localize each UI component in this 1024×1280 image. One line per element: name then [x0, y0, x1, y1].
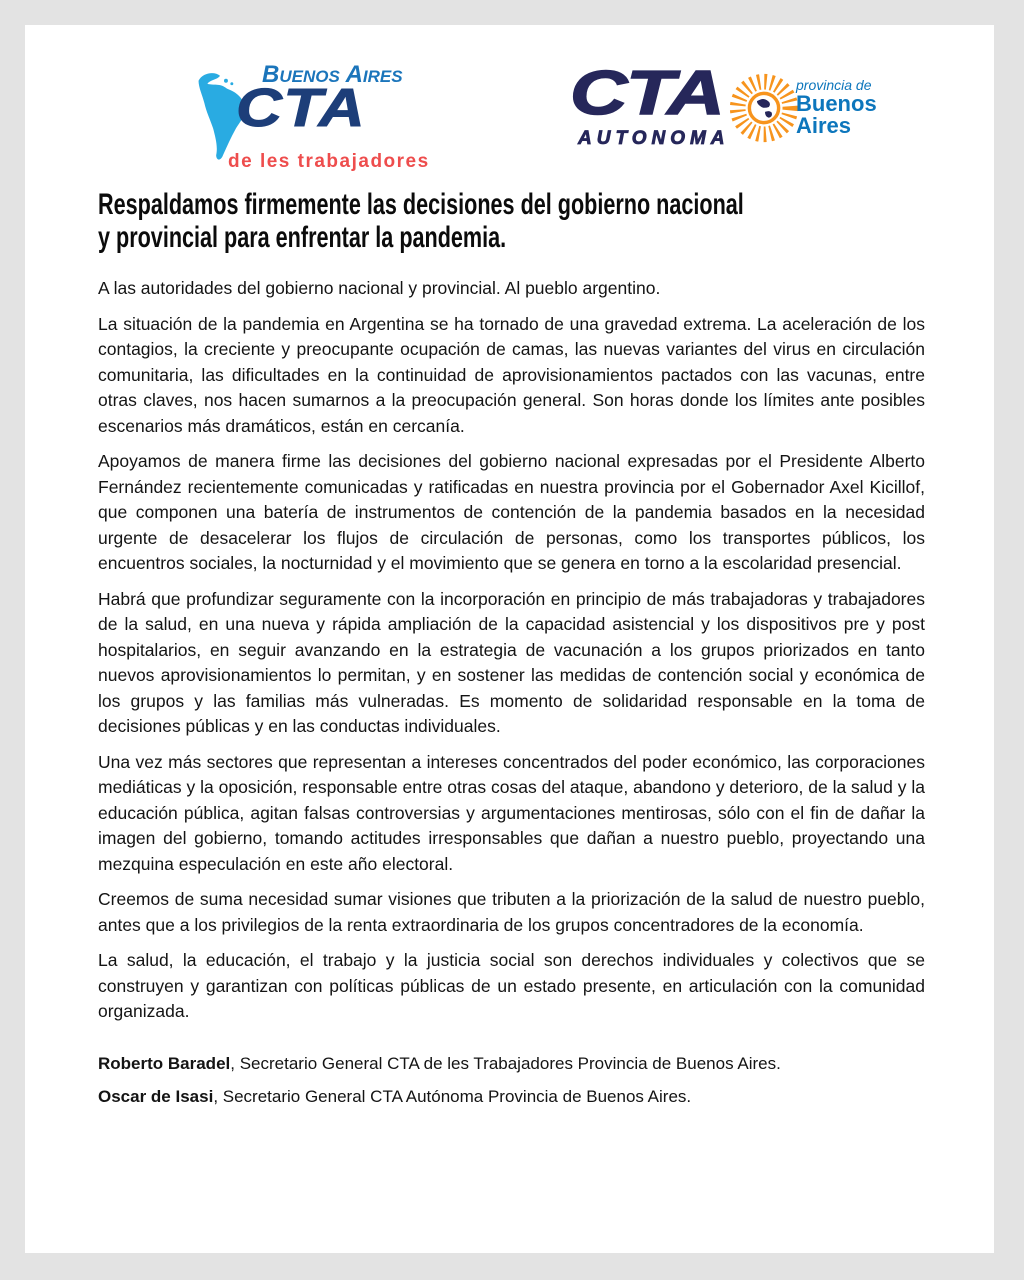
header	[25, 25, 994, 188]
logo-left-acronym: CTA	[236, 78, 366, 138]
logo-cta-trabajadores	[190, 61, 450, 183]
paragraph-5: Creemos de suma necesidad sumar visiones que tributen a la priorización de la salud de nuestro pueblo, antes que a los privilegios de la renta extraordinaria de los grupos concentradores de la economía.	[98, 889, 925, 935]
logo-left-tagline: de les trabajadores	[228, 151, 430, 172]
signatory-role-1: , Secretario General CTA de les Trabajadores Provincia de Buenos Aires.	[230, 1053, 781, 1073]
signatures	[98, 1047, 925, 1113]
logo-right-province-small: provincia de	[796, 77, 872, 93]
title-line-1: Respaldamos firmemente las decisiones del gobierno nacional	[98, 188, 744, 221]
logo-left-region-label: Buenos Aires	[262, 61, 403, 88]
signatory-name-2: Oscar de Isasi	[98, 1086, 214, 1106]
document-body	[25, 188, 994, 1113]
paragraph-4: Una vez más sectores que representan a intereses concentrados del poder económico, las corporaciones mediáticas y la oposición, responsable entre otras cosas del ataque, abandono y deterioro, de la salud y la educación pública, agitan falsas controversias y argumentaciones mentirosas, sólo con el fin de dañar la imagen del gobierno, tomando actitudes irresponsables que dañan a nuestro pueblo, proyectando una mezquina especulación en este año electoral.	[98, 751, 925, 874]
document-card	[25, 25, 994, 1253]
logo-right-province	[796, 77, 877, 137]
sun-icon	[725, 69, 803, 147]
logo-right-province-line1: Buenos	[796, 91, 877, 116]
signature-line-2	[98, 1080, 925, 1113]
signatory-name-1: Roberto Baradel	[98, 1053, 231, 1073]
paragraph-3: Habrá que profundizar seguramente con la incorporación en principio de más trabajadoras y trabajadores de la salud, en una nueva y rápida ampliación de la capacidad asistencial y los dispositivos pre y post hospitalarios, en seguir avanzando en la estrategia de vacunación a los grupos priorizados en tanto nuevos aprovisionamientos lo permitan, y en sostener las medidas de contención social y económica de los grupos y las familias más vulneradas. Es momento de solidaridad responsable en la toma de decisiones públicas y en las conductas individuales.	[98, 588, 925, 736]
paragraph-6: La salud, la educación, el trabajo y la justicia social son derechos individuales y colectivos que se construyen y garantizan con políticas públicas de un estado presente, en articulación con la comunidad organizada.	[98, 950, 925, 1021]
logo-right-acronym: CTA	[570, 59, 724, 128]
logo-cta-autonoma	[570, 59, 880, 177]
document-title	[98, 188, 925, 254]
logo-right-subtitle: AUTONOMA	[578, 128, 730, 149]
paragraph-2: Apoyamos de manera firme las decisiones del gobierno nacional expresadas por el Presidente Alberto Fernández recientemente comunicadas y ratificadas en nuestra provincia por el Gobernador Axel Kicillof, que componen una batería de instrumentos de contención de la pandemia basados en la necesidad urgente de desacelerar los flujos de circulación de personas, como los transportes públicos, los encuentros sociales, la nocturnidad y el movimiento que se genera en torno a la escolaridad presencial.	[98, 451, 925, 573]
salutation: A las autoridades del gobierno nacional y provincial. Al pueblo argentino.	[98, 278, 661, 298]
logo-right-province-line2: Aires	[796, 113, 852, 138]
signatory-role-2: , Secretario General CTA Autónoma Provincia de Buenos Aires.	[213, 1086, 692, 1106]
title-line-2: y provincial para enfrentar la pandemia.	[98, 221, 507, 254]
signature-line-1	[98, 1047, 925, 1080]
paragraph-1: La situación de la pandemia en Argentina se ha tornado de una gravedad extrema. La aceleración de los contagios, la creciente y preocupante ocupación de camas, las nuevas variantes del virus en circulación comunitaria, las dificultades en la continuidad de aprovisionamientos pactados con las vacunas, entre otras claves, nos hacen sumarnos a la preocupación general. Son horas donde los límites ante posibles escenarios más dramáticos, están en cercanía.	[98, 313, 925, 436]
